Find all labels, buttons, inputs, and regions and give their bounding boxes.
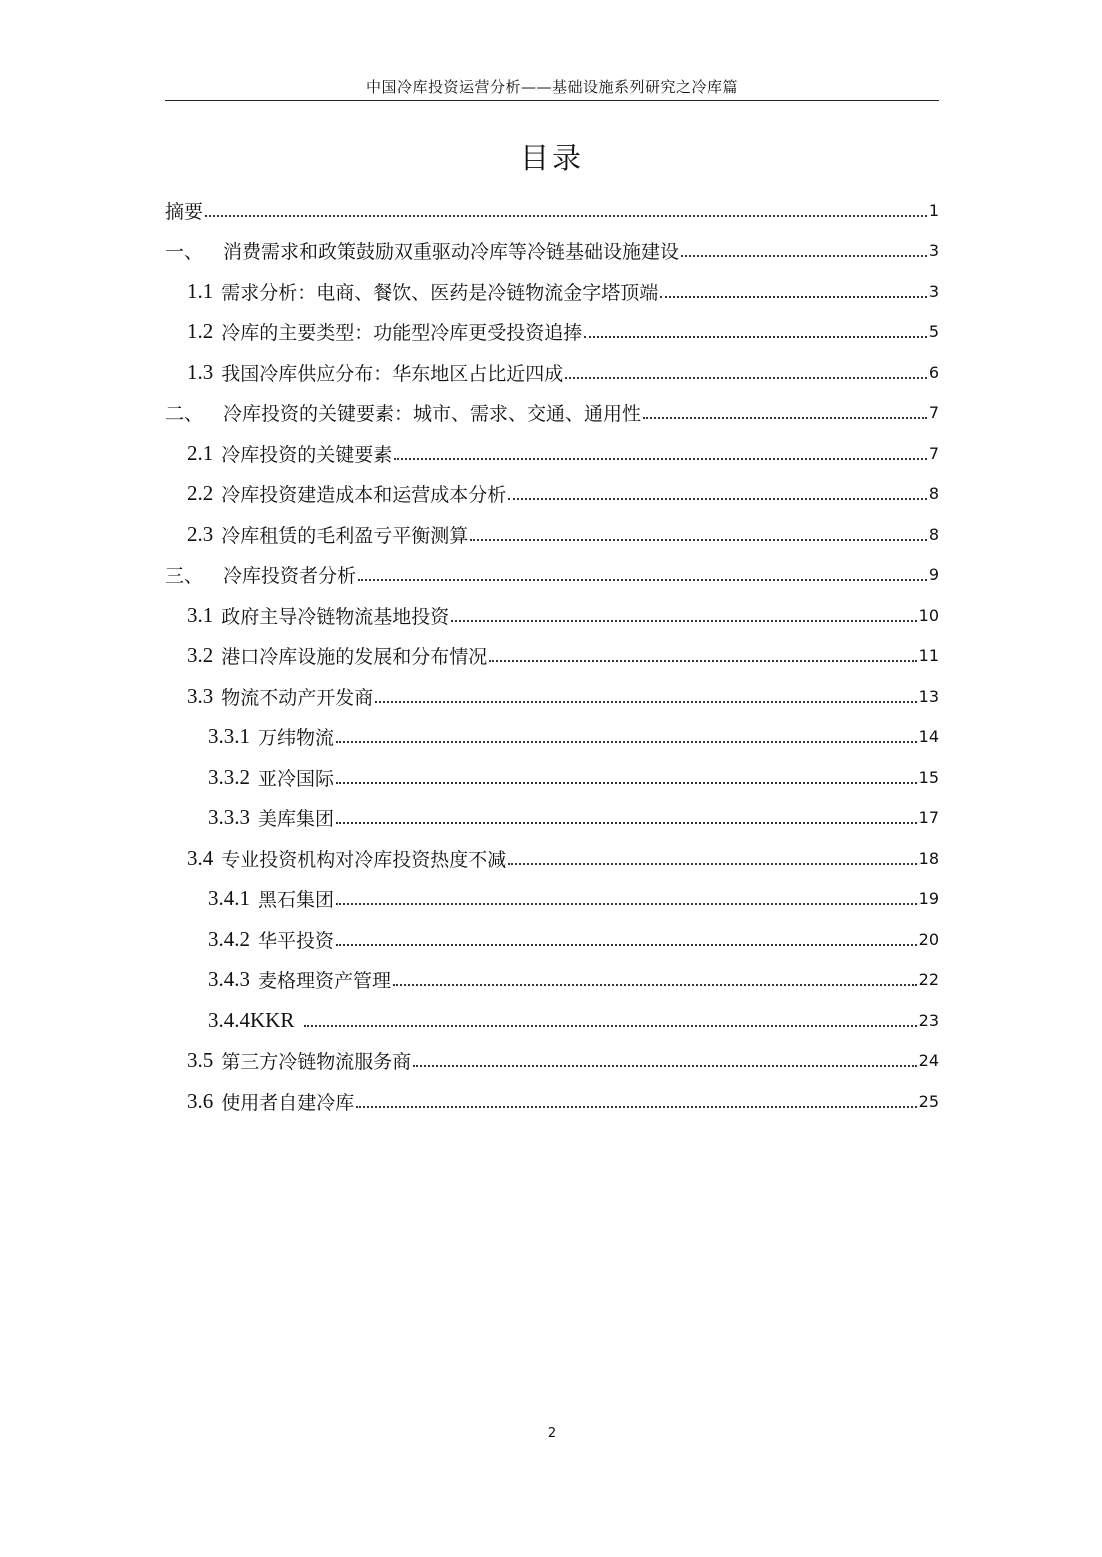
- dot-leader: [470, 538, 927, 541]
- toc-entry-label: 需求分析：电商、餐饮、医药是冷链物流金字塔顶端: [221, 281, 659, 304]
- dot-leader: [565, 376, 927, 379]
- toc-entry-label: 冷库租赁的毛利盈亏平衡测算: [221, 524, 469, 547]
- toc-entry-label: 冷库投资的关键要素：城市、需求、交通、通用性: [223, 403, 642, 426]
- dot-leader: [356, 1105, 916, 1108]
- toc-entry[interactable]: [165, 312, 939, 353]
- toc-entry-number: 3.2: [187, 643, 214, 668]
- toc-entry-label: 麦格理资产管理: [258, 970, 392, 993]
- toc-entry-page: 25: [918, 1091, 939, 1111]
- toc-entry-page: 3: [928, 281, 939, 301]
- toc-entry-page: 7: [928, 403, 939, 423]
- dot-leader: [375, 700, 916, 703]
- toc-entry-page: 5: [928, 322, 939, 342]
- dot-leader: [336, 781, 917, 784]
- toc-entry-label: 亚冷国际: [258, 767, 335, 790]
- dot-leader: [584, 335, 927, 338]
- toc-entry[interactable]: [165, 960, 939, 1001]
- toc-entry-number: 1.3: [187, 359, 214, 384]
- toc-entry-page: 11: [918, 646, 939, 666]
- toc-entry-number: 3.1: [187, 602, 214, 627]
- page-title: 目录: [519, 141, 584, 175]
- toc-entry-number: 3.4.4KKR: [208, 1007, 295, 1032]
- toc-entry-page: 18: [918, 848, 939, 868]
- toc-entry-label: 政府主导冷链物流基地投资: [221, 605, 450, 628]
- toc-entry-label: 第三方冷链物流服务商: [221, 1051, 412, 1074]
- toc-entry-page: 24: [918, 1051, 939, 1071]
- toc-entry[interactable]: [165, 798, 939, 839]
- dot-leader: [681, 254, 927, 257]
- toc-entry-page: 9: [928, 565, 939, 585]
- dot-leader: [205, 214, 927, 217]
- toc-entry-page: 19: [918, 889, 939, 909]
- toc-entry-page: 6: [928, 362, 939, 382]
- toc-entry-label: 华平投资: [258, 929, 335, 952]
- toc-entry[interactable]: [165, 717, 939, 758]
- dot-leader: [358, 578, 927, 581]
- dot-leader: [489, 659, 916, 662]
- page-number: 2: [547, 1426, 557, 1441]
- toc-entry-page: 15: [918, 767, 939, 787]
- toc-entry[interactable]: [165, 1081, 939, 1122]
- toc-entry-number: 3.4.2: [208, 926, 250, 951]
- toc-entry[interactable]: [165, 676, 939, 717]
- toc-entry-number: 3.4.1: [208, 886, 250, 911]
- toc-entry-label: 港口冷库设施的发展和分布情况: [221, 646, 488, 669]
- toc-entry[interactable]: [165, 190, 939, 231]
- toc-entry[interactable]: [165, 1000, 939, 1041]
- toc-entry[interactable]: [165, 231, 939, 272]
- dot-leader: [451, 619, 916, 622]
- header-rule: [165, 100, 939, 101]
- toc-entry-number: 3.3.3: [208, 805, 250, 830]
- toc-entry-number: 1.2: [187, 319, 214, 344]
- dot-leader: [508, 497, 927, 500]
- toc-entry[interactable]: [165, 555, 939, 596]
- toc-entry[interactable]: [165, 636, 939, 677]
- toc-entry[interactable]: [165, 393, 939, 434]
- toc-entry-number: 3.6: [187, 1088, 214, 1113]
- toc-entry-number: 2.1: [187, 440, 214, 465]
- toc-entry-page: 1: [928, 200, 939, 220]
- toc-entry-number: 2.2: [187, 481, 214, 506]
- toc-entry-label: 摘要: [165, 200, 204, 223]
- toc-entry-number: 一、: [165, 241, 204, 264]
- dot-leader: [304, 1024, 916, 1027]
- toc-entry-label: 万纬物流: [258, 727, 335, 750]
- toc-entry[interactable]: [165, 919, 939, 960]
- toc-entry[interactable]: [165, 474, 939, 515]
- toc-entry-number: 3.3.1: [208, 724, 250, 749]
- toc-entry-label: 美库集团: [258, 808, 335, 831]
- toc-entry-page: 22: [918, 970, 939, 990]
- toc-entry-label: 我国冷库供应分布：华东地区占比近四成: [221, 362, 564, 385]
- toc-entry-number: 三、: [165, 565, 204, 588]
- toc-entry[interactable]: [165, 271, 939, 312]
- toc-entry[interactable]: [165, 1041, 939, 1082]
- dot-leader: [394, 457, 927, 460]
- toc-entry-number: 二、: [165, 403, 204, 426]
- toc-entry-number: 1.1: [187, 278, 214, 303]
- toc-entry-page: 3: [928, 241, 939, 261]
- toc-entry-number: 3.3.2: [208, 764, 250, 789]
- toc-entry[interactable]: [165, 879, 939, 920]
- dot-leader: [413, 1064, 916, 1067]
- dot-leader: [336, 740, 917, 743]
- toc-entry[interactable]: [165, 757, 939, 798]
- toc-entry-label: 冷库投资建造成本和运营成本分析: [221, 484, 507, 507]
- toc-entry-label: 使用者自建冷库: [221, 1091, 355, 1114]
- toc-entry-page: 20: [918, 929, 939, 949]
- dot-leader: [660, 295, 927, 298]
- toc-entry-page: 7: [928, 443, 939, 463]
- toc-entry[interactable]: [165, 433, 939, 474]
- toc-entry-number: 3.4.3: [208, 967, 250, 992]
- toc-entry-label: 消费需求和政策鼓励双重驱动冷库等冷链基础设施建设: [223, 241, 680, 264]
- dot-leader: [643, 416, 927, 419]
- toc-entry-number: 2.3: [187, 521, 214, 546]
- toc-entry-page: 13: [918, 686, 939, 706]
- dot-leader: [336, 902, 917, 905]
- toc-entry-label: 黑石集团: [258, 889, 335, 912]
- toc-entry-label: 冷库投资的关键要素: [221, 443, 393, 466]
- toc-entry-page: 23: [918, 1010, 939, 1030]
- toc-entry-label: 冷库的主要类型：功能型冷库更受投资追捧: [221, 322, 583, 345]
- toc-entry-label: 专业投资机构对冷库投资热度不减: [221, 848, 507, 871]
- toc-entry[interactable]: [165, 352, 939, 393]
- dot-leader: [336, 821, 917, 824]
- toc-entry[interactable]: [165, 838, 939, 879]
- toc-entry-label: 冷库投资者分析: [223, 565, 357, 588]
- toc-entry-page: 8: [928, 524, 939, 544]
- toc-entry-number: 3.4: [187, 845, 214, 870]
- toc-entry[interactable]: [165, 595, 939, 636]
- running-header: 中国冷库投资运营分析——基础设施系列研究之冷库篇: [365, 78, 738, 96]
- toc-entry-page: 8: [928, 484, 939, 504]
- toc-entry-page: 14: [918, 727, 939, 747]
- dot-leader: [336, 943, 917, 946]
- dot-leader: [393, 983, 917, 986]
- dot-leader: [508, 862, 916, 865]
- toc-entry-page: 10: [918, 605, 939, 625]
- toc-entry-label: 物流不动产开发商: [221, 686, 374, 709]
- toc-entry-page: 17: [918, 808, 939, 828]
- table-of-contents: [165, 190, 939, 1122]
- toc-entry-number: 3.3: [187, 683, 214, 708]
- toc-entry[interactable]: [165, 514, 939, 555]
- toc-entry-number: 3.5: [187, 1048, 214, 1073]
